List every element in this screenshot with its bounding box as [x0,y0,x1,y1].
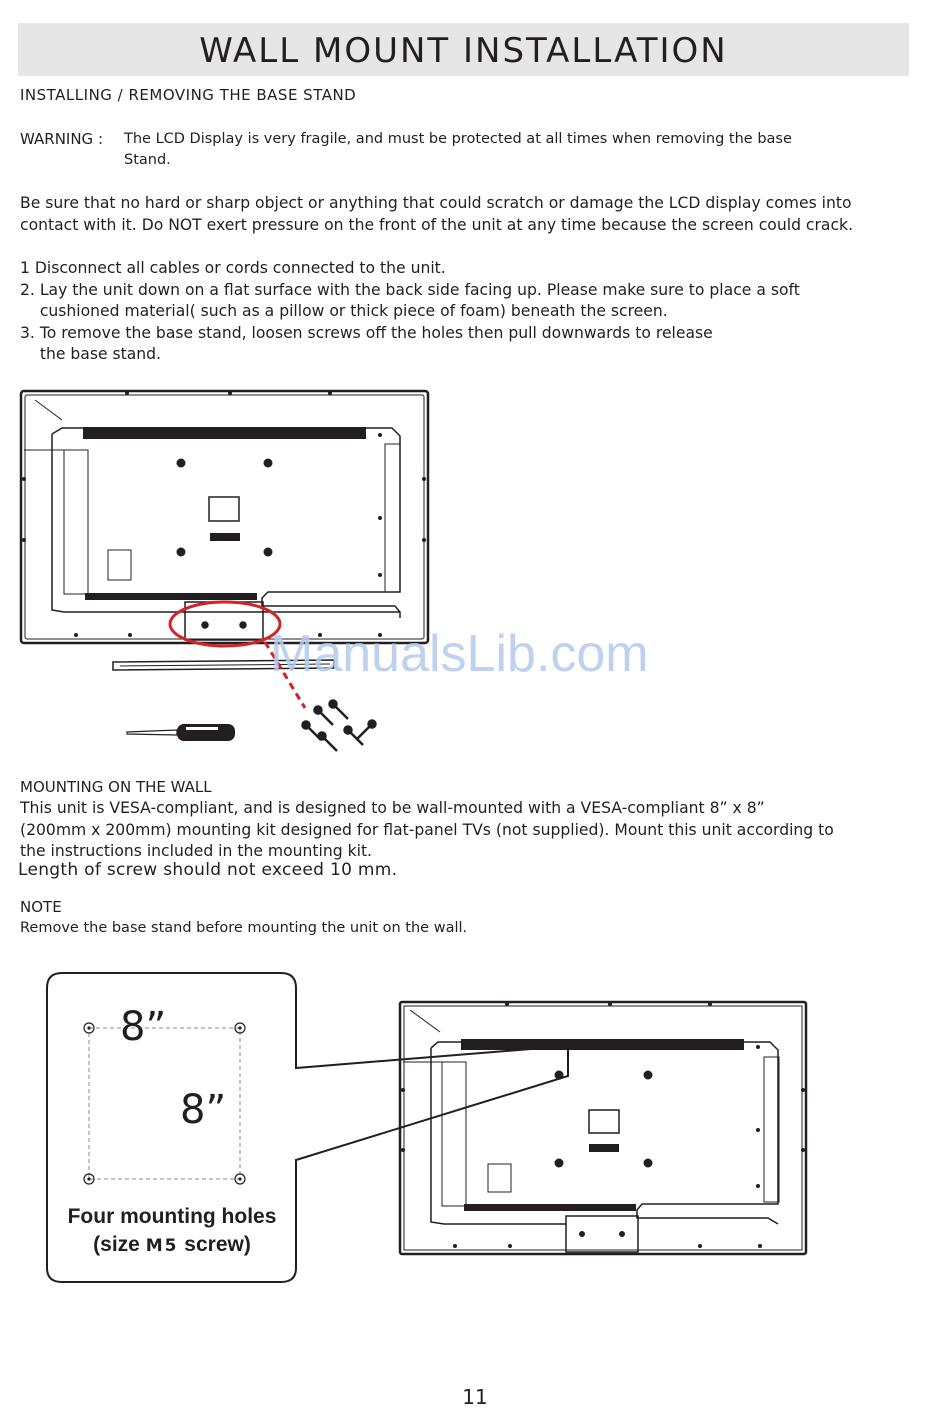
dimension-horizontal-label: 8” [120,1004,167,1050]
caption-suffix: screw) [178,1233,251,1256]
note-text: Remove the base stand before mounting the unit on the wall. [20,920,468,936]
step-2-continued: cushioned material( such as a pillow or thick piece of foam) beneath the screen. [20,302,668,320]
page-number: 11 [462,1385,488,1409]
caption-prefix: (size [93,1233,146,1256]
watermark: ManualsLib.com [270,625,649,683]
screwdriver-icon [127,724,235,741]
step-1: 1 Disconnect all cables or cords connected to the unit. [20,259,446,277]
warning-label: WARNING : [20,130,104,148]
mounting-line1: This unit is VESA-compliant, and is designed to be wall-mounted with a VESA-compliant 8” x 8” [20,799,765,817]
mounting-line3: the instructions included in the mounting kit. [20,842,373,860]
caption-size: M5 [145,1236,179,1256]
section-heading-base-stand: INSTALLING / REMOVING THE BASE STAND [20,86,357,104]
mounting-line2: (200mm x 200mm) mounting kit designed for flat-panel TVs (not supplied). Mount this unit according to [20,821,834,839]
step-2: 2. Lay the unit down on a flat surface with the back side facing up. Please make sure to place a soft [20,281,800,299]
screw-length-note: Length of screw should not exceed 10 mm. [18,860,398,880]
dimension-vertical-label: 8” [180,1087,227,1133]
caption-line1: Four mounting holes [67,1205,277,1228]
caption-line2 [48,1231,296,1260]
note-heading: NOTE [20,898,62,916]
mounting-heading: MOUNTING ON THE WALL [20,778,212,796]
step-3: 3. To remove the base stand, loosen screws off the holes then pull downwards to release [20,324,713,342]
tv-back-stand-diagram [0,380,480,780]
warning-text-line1: The LCD Display is very fragile, and must be protected at all times when removing the base [124,131,792,147]
screws-icon [303,701,376,752]
title-band [18,23,909,76]
page-title: WALL MOUNT INSTALLATION [199,31,728,71]
intro-line2: contact with it. Do NOT exert pressure on the front of the unit at any time because the screen could crack. [20,216,854,234]
step-3-continued: the base stand. [20,345,162,363]
warning-text-line2: Stand. [124,152,171,168]
intro-line1: Be sure that no hard or sharp object or anything that could scratch or damage the LCD display comes into [20,194,852,212]
